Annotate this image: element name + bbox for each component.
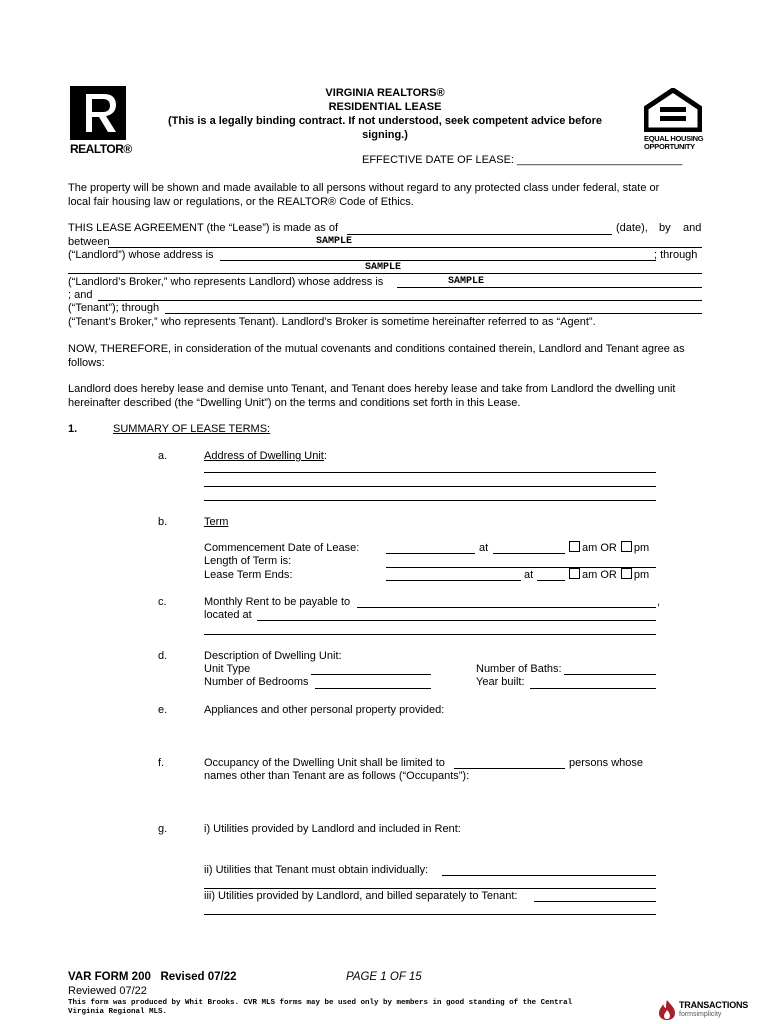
utilities-tenant-label: ii) Utilities that Tenant must obtain individually: — [204, 864, 429, 876]
utilities-landlord-label: i) Utilities provided by Landlord and included in Rent: — [204, 823, 461, 835]
tenant-broker-label: (“Tenant’s Broker,” who represents Tenant). Landlord’s Broker is sometime hereinafter referred to as “Agent”. — [68, 316, 596, 328]
address-title: Address of Dwelling Unit — [204, 450, 324, 462]
ends-ampm — [565, 568, 649, 581]
address-colon: : — [323, 450, 327, 462]
item-a-title — [204, 450, 327, 462]
year-built-label: Year built: — [476, 676, 525, 688]
ends-at: at — [524, 569, 534, 581]
commencement-am-checkbox[interactable] — [569, 541, 580, 552]
located-label: located at — [204, 609, 252, 621]
tenant-broker-field[interactable] — [165, 313, 702, 314]
title-line-1: VIRGINIA REALTORS® — [325, 87, 445, 99]
demise-line-1: Landlord does hereby lease and demise unto Tenant, and Tenant does hereby lease and take from Landlord the dwelling unit — [68, 383, 676, 395]
now-therefore-line-2: follows: — [68, 357, 105, 369]
realtor-logo — [70, 86, 132, 156]
form-revised: Revised 07/22 — [160, 971, 237, 983]
effective-date-field[interactable]: EFFECTIVE DATE OF LEASE: ___________________________ — [362, 154, 683, 166]
item-b-letter: b. — [158, 516, 168, 528]
term-title: Term — [204, 516, 229, 528]
landlord-address-field[interactable] — [220, 260, 656, 261]
item-g-letter: g. — [158, 823, 168, 835]
unit-type-field[interactable] — [311, 674, 431, 675]
address-field-1[interactable] — [204, 472, 656, 473]
persons-whose-label: persons whose — [569, 757, 643, 769]
agreement-date-label: (date), — [616, 222, 648, 234]
now-therefore-paragraph — [68, 342, 708, 370]
located-field-2[interactable] — [204, 634, 656, 635]
fair-housing-line-1: The property will be shown and made available to all persons without regard to any protected class under federal, state or — [68, 182, 660, 194]
utilities-billed-field-1[interactable] — [534, 901, 656, 902]
commencement-pm-checkbox[interactable] — [621, 541, 632, 552]
between-label: between — [68, 236, 110, 248]
bedrooms-label: Number of Bedrooms — [204, 676, 309, 688]
fair-housing-line-2: local fair housing law or regulations, or the REALTOR® Code of Ethics. — [68, 196, 414, 208]
agreement-date-field[interactable] — [347, 234, 612, 235]
fair-housing-statement — [68, 181, 708, 209]
pm-label: pm — [633, 542, 650, 554]
tenant-through-label: (“Tenant”); through — [68, 302, 160, 314]
utilities-billed-field-2[interactable] — [204, 914, 656, 915]
mls-notice-line-2: Virginia Regional MLS. — [68, 1008, 168, 1016]
commencement-label: Commencement Date of Lease: — [204, 542, 360, 554]
section-number: 1. — [68, 423, 78, 435]
equal-housing-house-icon — [644, 88, 702, 132]
ends-date-field[interactable] — [386, 580, 521, 581]
landlord-name-field[interactable] — [108, 247, 702, 248]
tenant-name-field[interactable] — [98, 300, 702, 301]
sample-watermark-3: SAMPLE — [448, 276, 485, 287]
now-therefore-line-1: NOW, THEREFORE, in consideration of the mutual covenants and conditions contained therein, Landlord and Tenant agree as — [68, 343, 685, 355]
utilities-billed-label: iii) Utilities provided by Landlord, and billed separately to Tenant: — [204, 890, 518, 902]
occupants-label: names other than Tenant are as follows (“Occupants”): — [204, 770, 470, 782]
sample-watermark-1: SAMPLE — [316, 236, 353, 247]
agreement-by: by — [659, 222, 671, 234]
baths-label: Number of Baths: — [476, 663, 562, 675]
mls-notice-line-1: This form was produced by Whit Brooks. CVR MLS forms may be used only by members in good standing of the Central — [68, 999, 573, 1007]
through-label-1: ; through — [654, 249, 698, 261]
transactions-brand: TRANSACTIONS — [679, 1000, 749, 1010]
address-field-3[interactable] — [204, 500, 656, 501]
unit-type-label: Unit Type — [204, 663, 251, 675]
pm-label-2: pm — [633, 569, 650, 581]
page-number: PAGE 1 OF 15 — [346, 971, 422, 983]
title-line-4: signing.) — [362, 129, 408, 141]
equal-housing-text-1: EQUAL HOUSING — [644, 134, 704, 143]
agreement-and: and — [683, 222, 702, 234]
landlord-address-label: (“Landlord”) whose address is — [68, 249, 214, 261]
item-d-letter: d. — [158, 650, 168, 662]
ends-am-checkbox[interactable] — [569, 568, 580, 579]
commencement-at: at — [479, 542, 489, 554]
mls-notice — [68, 999, 572, 1017]
commencement-ampm — [565, 541, 649, 554]
address-field-2[interactable] — [204, 486, 656, 487]
ends-pm-checkbox[interactable] — [621, 568, 632, 579]
sample-watermark-2: SAMPLE — [365, 262, 402, 273]
ends-label: Lease Term Ends: — [204, 569, 293, 581]
appliances-label: Appliances and other personal property provided: — [204, 704, 445, 716]
form-reviewed: Reviewed 07/22 — [68, 985, 147, 997]
year-built-field[interactable] — [530, 688, 656, 689]
transactions-brand-sub: formsimplicity — [679, 1011, 722, 1018]
baths-field[interactable] — [564, 674, 656, 675]
bedrooms-field[interactable] — [315, 688, 431, 689]
equal-housing-logo — [644, 88, 704, 150]
transactions-logo — [657, 998, 752, 1022]
located-field-1[interactable] — [257, 620, 656, 621]
item-a-letter: a. — [158, 450, 168, 462]
length-label: Length of Term is: — [204, 555, 292, 567]
title-line-2: RESIDENTIAL LEASE — [328, 101, 442, 113]
item-e-letter: e. — [158, 704, 168, 716]
demise-line-2: hereinafter described (the “Dwelling Unit”) on the terms and conditions set forth in this Lease. — [68, 397, 521, 409]
commencement-date-field[interactable] — [386, 553, 475, 554]
occupancy-count-field[interactable] — [454, 768, 565, 769]
section-title: SUMMARY OF LEASE TERMS: — [113, 423, 271, 435]
utilities-tenant-field-2[interactable] — [204, 888, 656, 889]
title-line-3: (This is a legally binding contract. If not understood, seek competent advice before — [168, 115, 602, 127]
demise-paragraph — [68, 382, 708, 410]
description-label: Description of Dwelling Unit: — [204, 650, 342, 662]
realtor-logo-text: REALTOR® — [70, 142, 132, 156]
item-c-letter: c. — [158, 596, 167, 608]
am-or-label-2: am OR — [582, 569, 617, 581]
landlord-broker-field[interactable] — [68, 273, 702, 274]
form-number — [68, 971, 237, 983]
occupancy-label: Occupancy of the Dwelling Unit shall be limited to — [204, 757, 445, 769]
realtor-r-icon — [70, 86, 130, 140]
agreement-prefix: THIS LEASE AGREEMENT (the “Lease”) is made as of — [68, 222, 339, 234]
equal-housing-text-2: OPPORTUNITY — [644, 142, 695, 151]
ends-time-field[interactable] — [537, 580, 565, 581]
am-or-label: am OR — [582, 542, 617, 554]
form-name: VAR FORM 200 — [68, 971, 151, 983]
commencement-time-field[interactable] — [493, 553, 565, 554]
transactions-flame-icon — [657, 999, 677, 1021]
landlord-broker-address-field[interactable] — [397, 287, 702, 288]
rent-payee-field[interactable] — [357, 607, 656, 608]
document-title — [150, 86, 620, 142]
and-label: ; and — [68, 289, 93, 301]
rent-label: Monthly Rent to be payable to — [204, 596, 351, 608]
rent-comma: , — [657, 596, 661, 608]
item-f-letter: f. — [158, 757, 165, 769]
utilities-tenant-field-1[interactable] — [442, 875, 656, 876]
landlord-broker-label: (“Landlord’s Broker,” who represents Landlord) whose address is — [68, 276, 384, 288]
